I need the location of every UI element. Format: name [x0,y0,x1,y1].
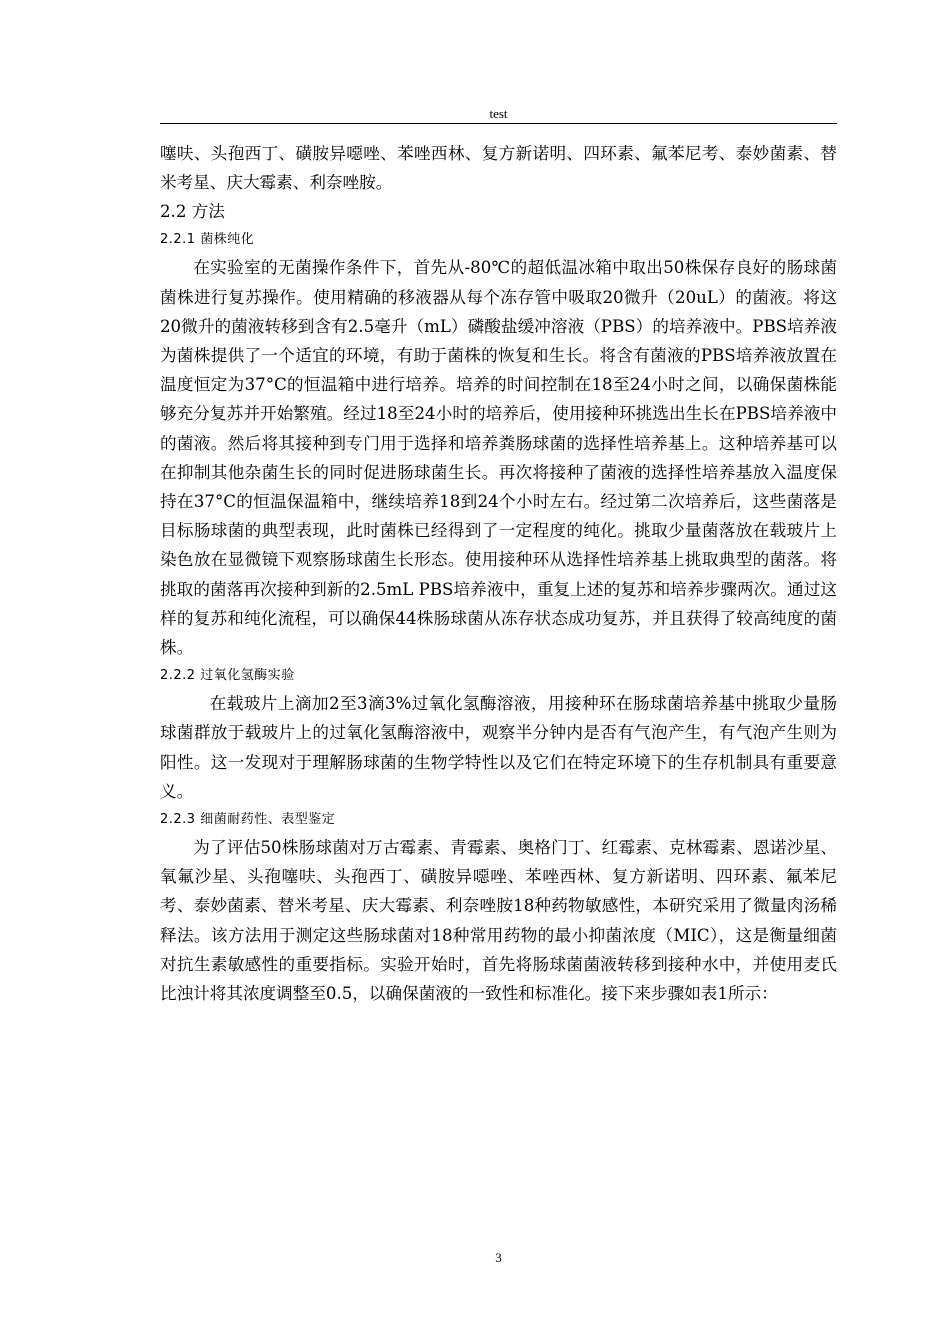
document-body [160,139,837,1008]
page-header: test [489,106,508,121]
paragraph-catalase-test: 在载玻片上滴加2至3滴3%过氧化氢酶溶液，用接种环在肠球菌培养基中挑取少量肠球菌群放于载玻片上的过氧化氢酶溶液中，观察半分钟内是否有气泡产生，有气泡产生则为阳性。这一发现对于理解肠球菌的生物学特性以及它们在特定环境下的生存机制具有重要意义。 [160,694,837,801]
page-number: 3 [495,1250,502,1265]
header-rule [160,123,837,124]
section-heading-2-2-3: 2.2.3 细菌耐药性、表型鉴定 [160,812,336,828]
paragraph-strain-purification: 在实验室的无菌操作条件下，首先从-80℃的超低温冰箱中取出50株保存良好的肠球菌菌株进行复苏操作。使用精确的移液器从每个冻存管中吸取20微升（20uL）的菌液。将这20微升的菌液转移到含有2.5毫升（mL）磷酸盐缓冲溶液（PBS）的培养液中。PBS培养液为菌株提供了一个适宜的环境，有助于菌株的恢复和生长。将含有菌液的PBS培养液放置在温度恒定为37°C的恒温箱中进行培养。培养的时间控制在18至24小时之间，以确保菌株能够充分复苏并开始繁殖。经过18至24小时的培养后，使用接种环挑选出生长在PBS培养液中的菌液。然后将其接种到专门用于选择和培养粪肠球菌的选择性培养基上。这种培养基可以在抑制其他杂菌生长的同时促进肠球菌生长。再次将接种了菌液的选择性培养基放入温度保持在37°C的恒温保温箱中，继续培养18到24个小时左右。经过第二次培养后，这些菌落是目标肠球菌的典型表现，此时菌株已经得到了一定程度的纯化。挑取少量菌落放在载玻片上染色放在显微镜下观察肠球菌生长形态。使用接种环从选择性培养基上挑取典型的菌落。将挑取的菌落再次接种到新的2.5mL PBS培养液中，重复上述的复苏和培养步骤两次。通过这样的复苏和纯化流程，可以确保44株肠球菌从冻存状态成功复苏，并且获得了较高纯度的菌株。 [160,258,837,658]
section-heading-2-2-1: 2.2.1 菌株纯化 [160,232,255,248]
paragraph-resistance-identification: 为了评估50株肠球菌对万古霉素、青霉素、奥格门丁、红霉素、克林霉素、恩诺沙星、氧氟沙星、头孢噻呋、头孢西丁、磺胺异噁唑、苯唑西林、复方新诺明、四环素、氟苯尼考、泰妙菌素、替米考星、庆大霉素、利奈唑胺18种药物敏感性，本研究采用了微量肉汤稀释法。该方法用于测定这些肠球菌对18种常用药物的最小抑菌浓度（MIC），这是衡量细菌对抗生素敏感性的重要指标。实验开始时，首先将肠球菌菌液转移到接种水中，并使用麦氏比浊计将其浓度调整至0.5，以确保菌液的一致性和标准化。接下来步骤如表1所示： [160,838,837,1004]
section-heading-2-2: 2.2 方法 [160,202,225,222]
section-heading-2-2-2: 2.2.2 过氧化氢酶实验 [160,668,295,684]
intro-paragraph: 噻呋、头孢西丁、磺胺异噁唑、苯唑西林、复方新诺明、四环素、氟苯尼考、泰妙菌素、替米考星、庆大霉素、利奈唑胺。 [160,144,837,193]
